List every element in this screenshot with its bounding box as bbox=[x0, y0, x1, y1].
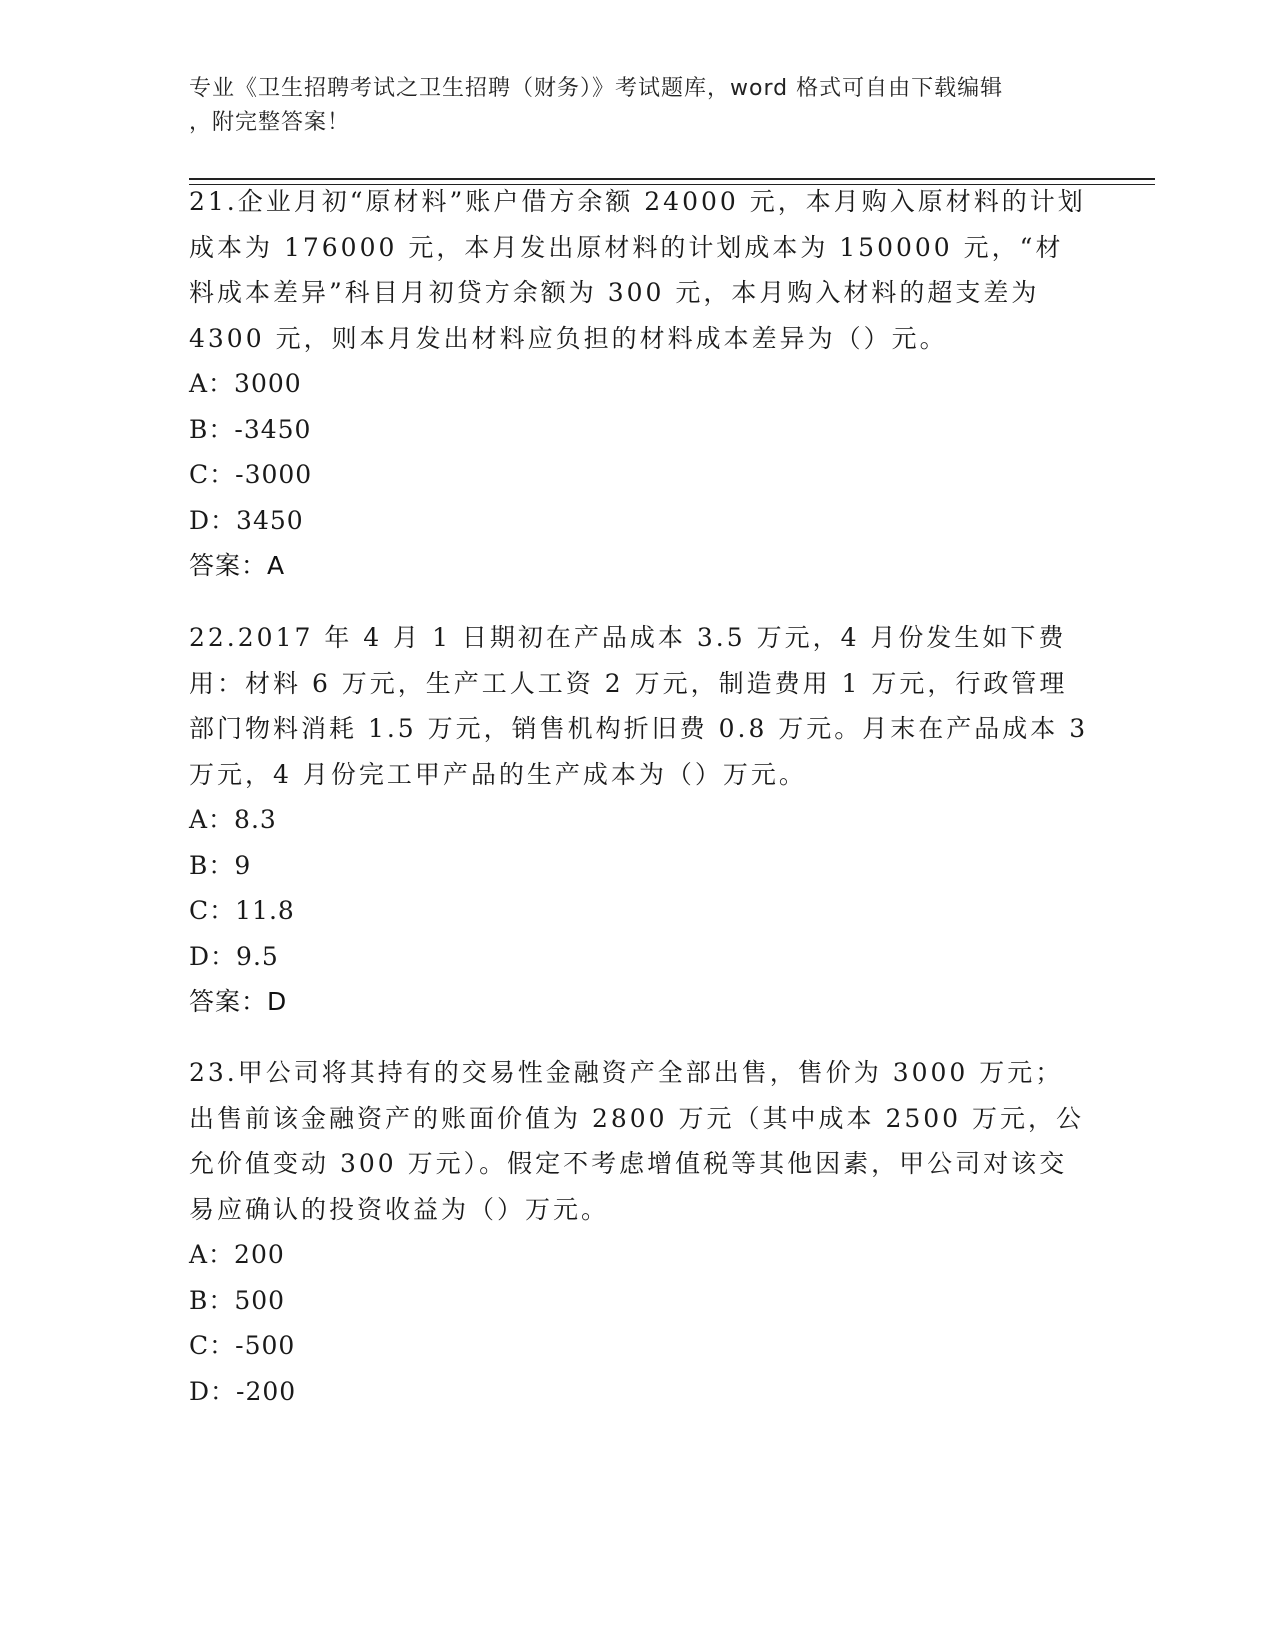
question-22 bbox=[189, 615, 1100, 1025]
question-23 bbox=[189, 1050, 1089, 1414]
intro-line-1: 专业《卫生招聘考试之卫生招聘（财务）》考试题库，word 格式可自由下载编辑 bbox=[189, 76, 1004, 101]
option-d: D：9.5 bbox=[189, 941, 279, 971]
answer-line: 答案：D bbox=[189, 987, 288, 1016]
answer-line: 答案：A bbox=[189, 551, 286, 580]
option-d: D：-200 bbox=[189, 1376, 297, 1406]
option-d: D：3450 bbox=[189, 505, 304, 535]
option-list bbox=[189, 361, 1089, 543]
option-list bbox=[189, 797, 1089, 979]
option-a: A：8.3 bbox=[189, 805, 277, 834]
option-a: A：200 bbox=[189, 1240, 285, 1269]
question-stem: 22.2017 年 4 月 1 日期初在产品成本 3.5 万元，4 月份发生如下费用：材料 6 万元，生产工人工资 2 万元，制造费用 1 万元，行政管理部门物料消耗 1.5 万元，销售机构折旧费 0.8 万元。月末在产品成本 3 万元，4 月份完工甲产品的生产成本为（）万元。 bbox=[189, 623, 1100, 789]
question-stem: 21.企业月初“原材料”账户借方余额 24000 元，本月购入原材料的计划成本为 176000 元，本月发出原材料的计划成本为 150000 元，“材料成本差异”科目月初贷方余额为 300 元，本月购入材料的超支差为 4300 元，则本月发出材料应负担的材料成本差异为（）元。 bbox=[189, 187, 1086, 353]
option-c: C：11.8 bbox=[189, 896, 295, 925]
option-c: C：-3000 bbox=[189, 460, 313, 489]
option-c: C：-500 bbox=[189, 1331, 296, 1360]
question-stem: 23.甲公司将其持有的交易性金融资产全部出售，售价为 3000 万元；出售前该金融资产的账面价值为 2800 万元（其中成本 2500 万元，公允价值变动 300 万元）。假定不考虑增值税等其他因素，甲公司对该交易应确认的投资收益为（）万元。 bbox=[189, 1058, 1085, 1224]
option-b: B：500 bbox=[189, 1285, 286, 1315]
option-list bbox=[189, 1232, 1089, 1414]
option-a: A：3000 bbox=[189, 369, 302, 398]
option-b: B：-3450 bbox=[189, 414, 312, 444]
option-b: B：9 bbox=[189, 850, 252, 880]
intro-line-2: ，附完整答案！ bbox=[189, 110, 351, 135]
document-intro bbox=[189, 72, 1089, 140]
question-21 bbox=[189, 179, 1089, 589]
